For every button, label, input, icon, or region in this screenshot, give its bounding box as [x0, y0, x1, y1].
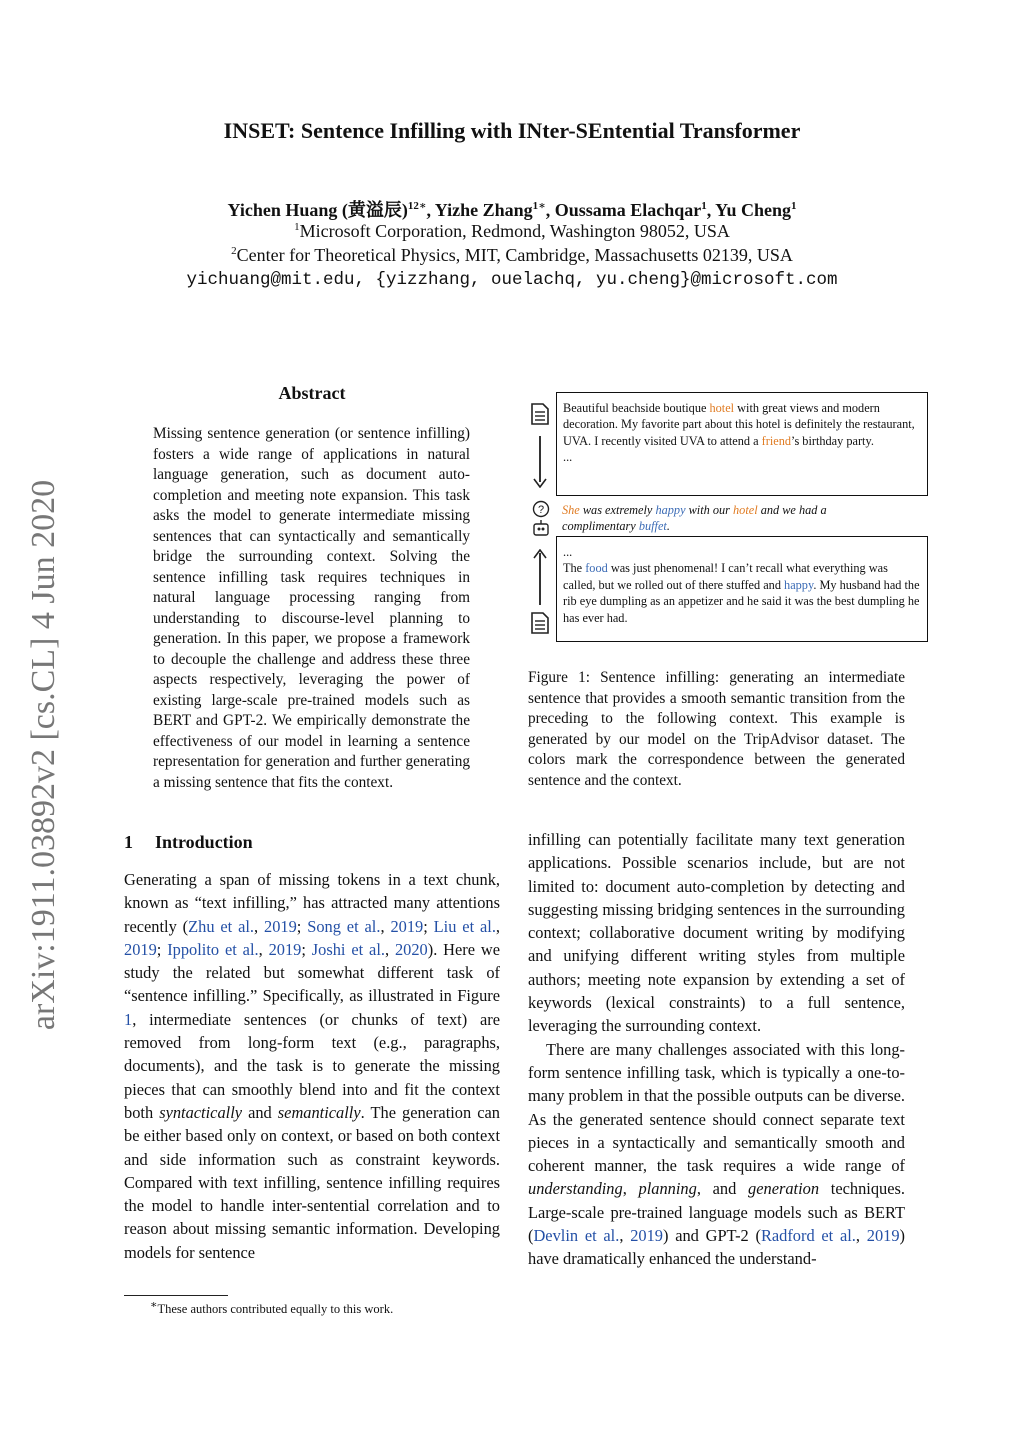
arxiv-id: arXiv:1911.03892v2 [cs.CL] 4 Jun 2020: [25, 479, 62, 1031]
paragraph: infilling can potentially facilitate many text generation applications. Possible scenarios include, but are not limited to: document auto-completion by detecting and suggesting missing bridging sentences in the surrounding context; collaborative document writing by modifying and unifying different writing styles from multiple authors; meeting note expansion by extending a set of keywords (lexical constraints) to a full sentence, leveraging the surrounding context.: [528, 830, 905, 1036]
citation-link[interactable]: 2019: [630, 1226, 663, 1246]
citation-link[interactable]: 2019: [866, 1226, 900, 1246]
figure-caption: Figure 1: Sentence infilling: generating an intermediate sentence that provides a smooth semantic transition from the preceding to the following context. This example is generated by our model on the TripAdvisor dataset. The colors mark the correspondence between the generated sentence and the context.: [528, 669, 905, 789]
arrow-down-line: [539, 436, 541, 482]
citation-link[interactable]: 2020: [394, 939, 428, 959]
abstract-heading: Abstract: [278, 383, 346, 403]
footnote: ∗These authors contributed equally to this work.: [150, 1299, 394, 1317]
introduction-paragraph: Generating a span of missing tokens in a text chunk, known as “text infilling,” has attracted many attentions recently (Zhu et al., 2019; Song et al., 2019; Liu et al., 2019; Ippolito et al., 2019; Joshi et al., 2020). Here we study the related but somewhat different task of “sentence infilling.” Specifically, as illustrated in Figure 1, intermediate sentences (or chunks of text) are removed from long-form text (e.g., paragraphs, documents), and the task is to generate the missing pieces that can smoothly blend into and fit the context both syntactically and semantically. The generation can be either based only on context, or based on both context and side information such as constraint keywords. Compared with text infilling, sentence infilling requires the model to handle inter-sentential correlation and to reason about missing semantic information. Developing models for sentence: [124, 870, 501, 1262]
citation-link[interactable]: Devlin et al.: [533, 1226, 620, 1246]
author-emails: yichuang@mit.edu, {yizzhang, ouelachq, yu.cheng}@microsoft.com: [186, 270, 838, 290]
arrow-down-icon: [533, 478, 547, 488]
citation-link[interactable]: 2019: [124, 939, 157, 959]
affiliation-2: $^2$Center for Theoretical Physics, MIT, Cambridge, Massachusetts 02139, USA: [231, 245, 793, 265]
paper-title: INSET: Sentence Infilling with INter-SEntential Transformer: [223, 118, 801, 143]
citation-link[interactable]: Ippolito et al.: [167, 939, 259, 959]
footnote-rule: [124, 1295, 228, 1296]
preceding-context-box: Beautiful beachside boutique hotel with great views and modern decoration. My favorite part about this hotel is definitely the restaurant, UVA. I recently visited UVA to attend a friend’s birthday party. ...: [556, 392, 928, 496]
citation-link[interactable]: Radford et al.: [760, 1226, 856, 1246]
section-heading-introduction: 1 Introduction: [124, 832, 253, 852]
affiliation-1: $^1$Microsoft Corporation, Redmond, Washington 98052, USA: [294, 221, 730, 241]
citation-link[interactable]: 2019: [264, 916, 297, 936]
citation-link[interactable]: Song et al.: [307, 916, 381, 936]
abstract-text: Missing sentence generation (or sentence infilling) fosters a wide range of applications in natural language generation, such as document auto-completion and meeting note expansion. This task asks the model to generate intermediate missing sentences that can syntactically and semantically bridge the surrounding context. Solving the sentence infilling task requires techniques in natural language processing ranging from understanding to discourse-level planning to generation. In this paper, we propose a framework to decouple the challenge and address these three aspects respectively, leveraging the power of existing large-scale pre-trained models such as BERT and GPT-2. We empirically demonstrate the effectiveness of our model in learning a sentence representation for generation and further generating a missing sentence that fits the context.: [153, 425, 470, 791]
arxiv-sidebar: [14, 460, 74, 1050]
citation-link[interactable]: 2019: [268, 939, 302, 959]
citation-link[interactable]: Liu et al.: [433, 916, 496, 936]
citation-link[interactable]: Zhu et al.: [188, 916, 255, 936]
document-icon: [530, 612, 550, 634]
right-column-text: [528, 828, 905, 1271]
citation-link[interactable]: Joshi et al.: [311, 939, 385, 959]
robot-icon: [531, 519, 551, 537]
figure-ref-link[interactable]: 1: [124, 1009, 133, 1029]
svg-text:?: ?: [537, 504, 545, 516]
author-list: Yichen Huang (黄溢辰)$^{12∗}$, Yizhe Zhang$^{1∗}$, Oussama Elachqar$^1$, Yu Cheng$^1$: [227, 200, 797, 220]
question-icon: [532, 500, 550, 518]
citation-link[interactable]: 2019: [390, 916, 424, 936]
following-context-box: ... The food was just phenomenal! I can’t recall what everything was called, but we rolled out of there stuffed and happy. My husband had the rib eye dumpling as an appetizer and he said it was the best dumpling he has ever had.: [556, 536, 928, 642]
generated-sentence: She was extremely happy with our hotel and we had a complimentary buffet.: [562, 503, 827, 534]
document-icon: [530, 403, 550, 425]
arrow-up-line: [539, 553, 541, 605]
paragraph: There are many challenges associated with this long-form sentence infilling task, which is typically a one-to-many problem in that the possible outputs can be diverse. As the generated sentence should connect separate text pieces in a syntactically and semantically smooth and coherent manner, the task requires a wide range of understanding, planning, and generation techniques. Large-scale pre-trained language models such as BERT (Devlin et al., 2019) and GPT-2 (Radford et al., 2019) have dramatically enhanced the understand-: [528, 1039, 906, 1269]
